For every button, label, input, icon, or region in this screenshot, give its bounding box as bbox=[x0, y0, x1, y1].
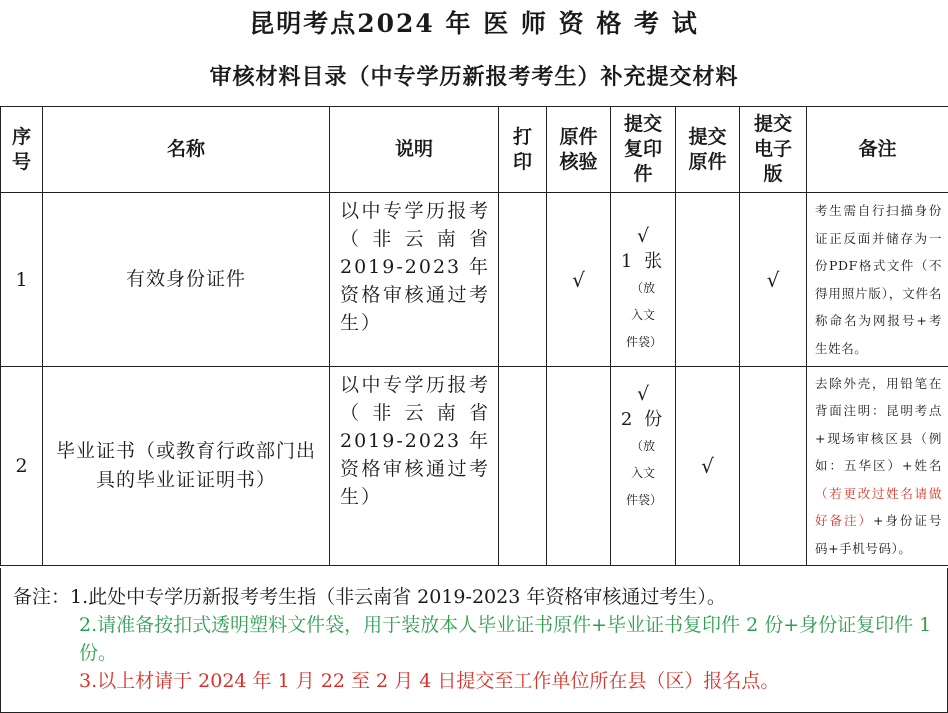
row-seq: 2 bbox=[1, 367, 43, 566]
copy-check: √ bbox=[636, 383, 650, 405]
row-original-check: √ bbox=[676, 367, 740, 566]
row-electronic-check: √ bbox=[740, 193, 807, 367]
row-copy bbox=[611, 367, 676, 566]
table-row bbox=[1, 193, 948, 367]
row-desc: 以中专学历报考（非云南省2019-2023年资格审核通过考生） bbox=[330, 367, 499, 566]
row-name: 有效身份证件 bbox=[43, 193, 330, 367]
copy-note: （放入文件袋） bbox=[626, 439, 663, 507]
row-verify-check bbox=[547, 367, 611, 566]
row-name: 毕业证书（或教育行政部门出具的毕业证证明书） bbox=[43, 367, 330, 566]
footer-note-1: 备注：1.此处中专学历新报考考生指（非云南省 2019-2023 年资格审核通过考生）。 bbox=[13, 586, 726, 608]
row-print bbox=[499, 367, 547, 566]
copy-check: √ bbox=[636, 225, 650, 247]
row-print bbox=[499, 193, 547, 367]
header-verify: 原件核验 bbox=[547, 107, 611, 193]
materials-table bbox=[0, 106, 948, 566]
copy-quantity: 2 份 bbox=[620, 409, 666, 430]
remark-warning: （若更改过姓名请做好备注） bbox=[815, 485, 942, 529]
row-original-check bbox=[676, 193, 740, 367]
document-subtitle: 审核材料目录（中专学历新报考考生）补充提交材料 bbox=[209, 64, 739, 90]
footer-note-3: 3.以上材请于 2024 年 1 月 22 至 2 月 4 日提交至工作单位所在县（区）报名点。 bbox=[79, 670, 780, 692]
header-copy: 提交复印件 bbox=[611, 107, 676, 193]
row-desc: 以中专学历报考（非云南省2019-2023年资格审核通过考生） bbox=[330, 193, 499, 367]
header-print: 打印 bbox=[499, 107, 547, 193]
row-electronic-check bbox=[740, 367, 807, 566]
document-title: 昆明考点2024 年 医 师 资 格 考 试 bbox=[249, 9, 699, 38]
copy-quantity: 1 张 bbox=[620, 251, 666, 272]
row-remark: 考生需自行扫描身份证正反面并储存为一份PDF格式文件（不得用照片版），文件名称命名为网报号+考生姓名。 bbox=[807, 193, 948, 367]
header-remark: 备注 bbox=[807, 107, 948, 193]
copy-note: （放入文件袋） bbox=[626, 281, 663, 349]
header-electronic: 提交电子版 bbox=[740, 107, 807, 193]
row-seq: 1 bbox=[1, 193, 43, 367]
row-copy bbox=[611, 193, 676, 367]
footer-notes bbox=[0, 568, 948, 713]
header-seq: 序号 bbox=[1, 107, 43, 193]
row-remark: 去除外壳，用铅笔在背面注明：昆明考点+现场审核区县（例如：五华区）+姓名（若更改过姓名请做好备注）+身份证号码+手机号码）。 bbox=[807, 367, 948, 566]
header-row bbox=[1, 107, 948, 193]
header-desc: 说明 bbox=[330, 107, 499, 193]
table-row bbox=[1, 367, 948, 566]
row-verify-check: √ bbox=[547, 193, 611, 367]
header-original: 提交原件 bbox=[676, 107, 740, 193]
header-name: 名称 bbox=[43, 107, 330, 193]
footer-note-2: 2.请准备按扣式透明塑料文件袋，用于装放本人毕业证书原件+毕业证书复印件 2 份+身份证复印件 1 份。 bbox=[79, 614, 932, 664]
